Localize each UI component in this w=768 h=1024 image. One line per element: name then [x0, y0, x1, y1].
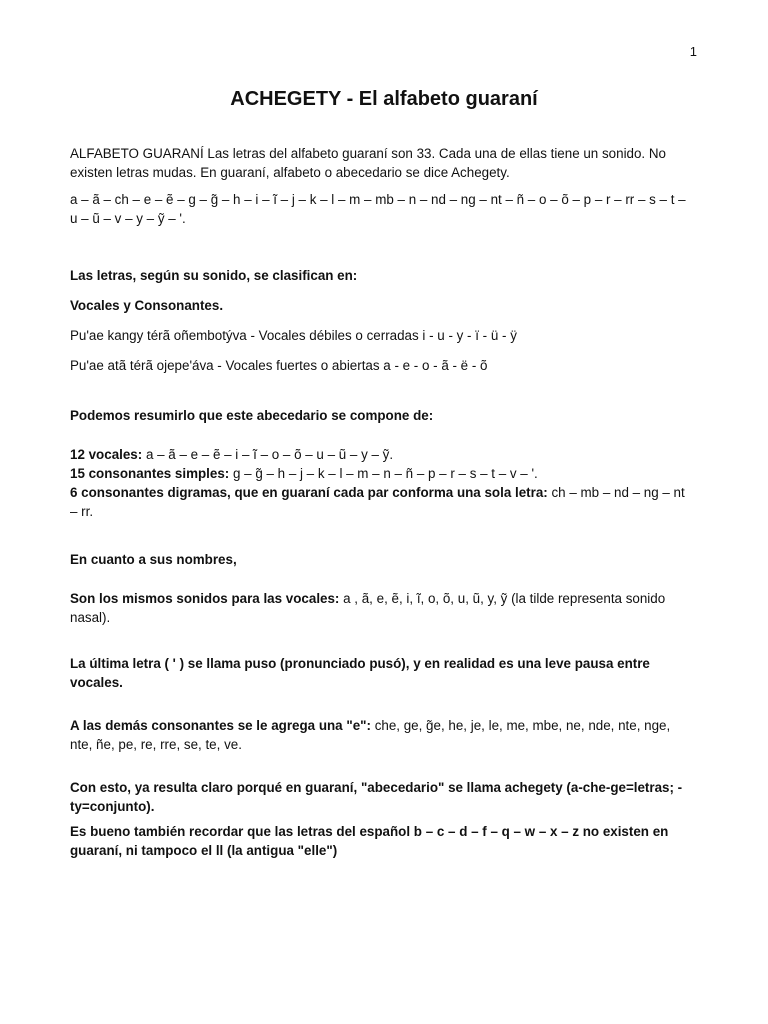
summary-simple-consonants — [70, 464, 695, 483]
document-body — [70, 144, 695, 860]
summary-simple-label: 15 consonantes simples: — [70, 466, 230, 481]
classify-heading: Las letras, según su sonido, se clasifican en: — [70, 268, 358, 283]
strong-vowels-line: Pu'ae atã térã ojepe'áva - Vocales fuertes o abiertas a - e - o - ã - ë - õ — [70, 358, 488, 373]
summary-simple-value: g – g̃ – h – j – k – l – m – n – ñ – p – r – s – t – v – '. — [229, 466, 538, 481]
other-consonants-paragraph — [70, 716, 695, 754]
conclusion-paragraph: Con esto, ya resulta claro porqué en guaraní, "abecedario" se llama achegety (a-che-ge=letras; -ty=conjunto). — [70, 780, 683, 814]
summary-digraph-value: ch – mb – nd – ng – nt – rr. — [70, 485, 685, 519]
summary-vowels-value: a – ã – e – ẽ – i – ĩ – o – õ – u – ũ – y – ỹ. — [142, 447, 394, 462]
summary-heading: Podemos resumirlo que este abecedario se compone de: — [70, 408, 434, 423]
weak-vowels-line: Pu'ae kangy térã oñembotýva - Vocales débiles o cerradas i - u - y - ï - ü - ÿ — [70, 328, 517, 343]
summary-digraphs — [70, 483, 695, 521]
names-heading: En cuanto a sus nombres, — [70, 552, 237, 567]
names-vowels-paragraph — [70, 589, 695, 627]
puso-paragraph: La última letra ( ' ) se llama puso (pronunciado pusó), y en realidad es una leve pausa entre vocales. — [70, 656, 650, 690]
spanish-letters-note: Es bueno también recordar que las letras del español b – c – d – f – q – w – x – z no existen en guaraní, ni tampoco el ll (la antigua "elle") — [70, 824, 669, 858]
page-title: ACHEGETY - El alfabeto guaraní — [230, 88, 538, 110]
page-number: 1 — [689, 44, 697, 59]
summary-vowels-label: 12 vocales: — [70, 447, 143, 462]
summary-vowels — [70, 445, 695, 464]
other-consonants-value: che, ge, g̃e, he, je, le, me, mbe, ne, nde, nte, nge, nte, ñe, pe, re, rre, se, te, ve. — [70, 718, 671, 752]
other-consonants-label: A las demás consonantes se le agrega una "e": — [70, 718, 371, 733]
alphabet-line: a – ã – ch – e – ẽ – g – g̃ – h – i – ĩ – j – k – l – m – mb – n – nd – ng – nt – ñ – o – õ – p – r – rr – s – t – u – ũ – v – y – ỹ – '. — [70, 192, 686, 226]
intro-paragraph: ALFABETO GUARANÍ Las letras del alfabeto guaraní son 33. Cada una de ellas tiene un sonido. No existen letras mudas. En guaraní, alfabeto o abecedario se dice Achegety. — [70, 146, 666, 180]
names-vowels-value: a , ã, e, ẽ, i, ĩ, o, õ, u, ũ, y, ỹ (la tilde representa sonido nasal). — [70, 591, 666, 625]
summary-digraph-label: 6 consonantes digramas, que en guaraní cada par conforma una sola letra: — [70, 485, 548, 500]
names-vowels-label: Son los mismos sonidos para las vocales: — [70, 591, 340, 606]
vowels-consonants-heading: Vocales y Consonantes. — [70, 298, 224, 313]
